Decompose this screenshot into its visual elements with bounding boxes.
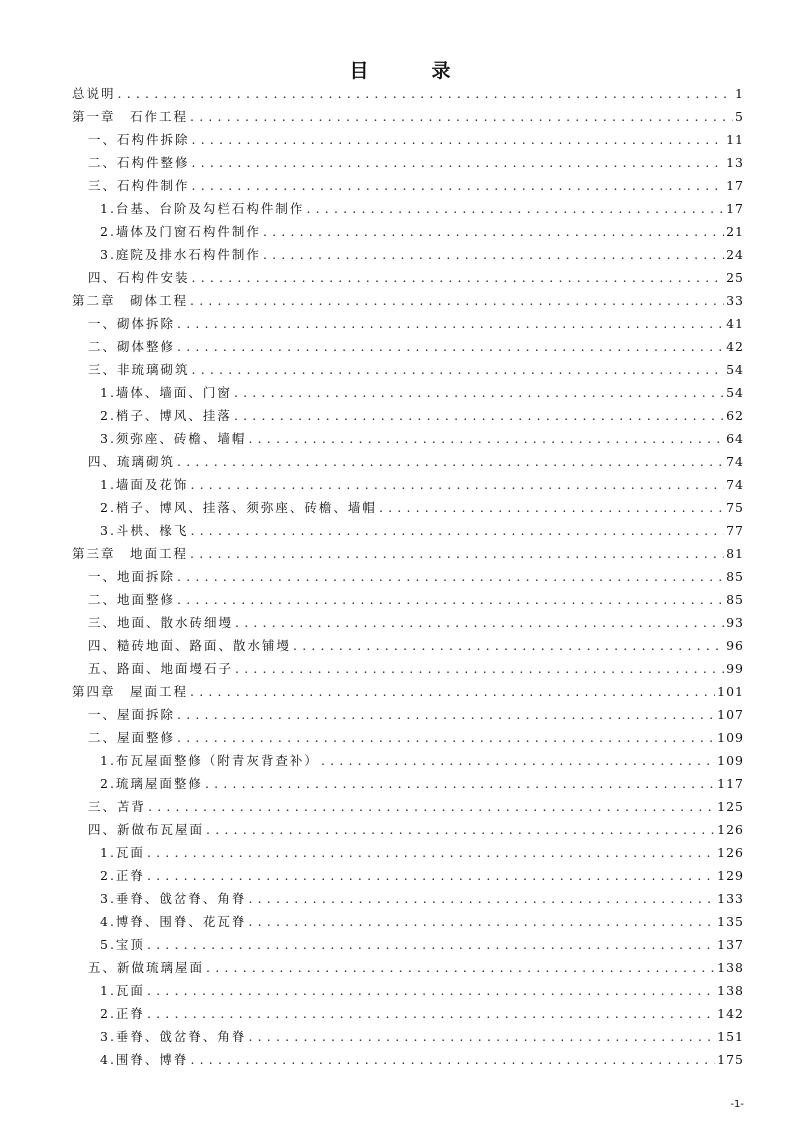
toc-entry[interactable] [72, 197, 744, 220]
toc-entry-page: 117 [717, 776, 744, 791]
toc-entry[interactable] [72, 979, 744, 1002]
toc-entry-title: 三、苫背 [88, 799, 147, 814]
toc-entry-title: 2.梢子、博风、挂落、须弥座、砖檐、墙帽 [100, 500, 377, 515]
toc-entry-page: 137 [717, 937, 744, 952]
toc-entry[interactable] [72, 611, 744, 634]
toc-entry-page: 74 [726, 454, 744, 469]
toc-entry-page: 21 [726, 224, 744, 239]
toc-entry-title: 二、石构件整修 [88, 155, 190, 170]
toc-entry[interactable] [72, 910, 744, 933]
toc-entry-page: 175 [717, 1052, 744, 1067]
toc-entry-title: 第一章 石作工程 [72, 109, 189, 124]
toc-entry-page: 85 [726, 592, 744, 607]
toc-entry-page: 151 [717, 1029, 744, 1044]
toc-dot-leader [175, 703, 715, 726]
toc-dot-leader [145, 864, 715, 887]
toc-entry[interactable] [72, 335, 744, 358]
footer-page-number: -1- [730, 1099, 744, 1110]
toc-dot-leader [175, 565, 724, 588]
toc-entry-title: 2.琉璃屋面整修 [100, 776, 203, 791]
toc-dot-leader [304, 197, 724, 220]
toc-entry[interactable] [72, 680, 744, 703]
toc-entry[interactable] [72, 818, 744, 841]
toc-entry-title: 二、砌体整修 [88, 339, 176, 354]
toc-dot-leader [204, 818, 715, 841]
toc-entry-title: 1.墙体、墙面、门窗 [100, 385, 232, 400]
toc-entry[interactable] [72, 772, 744, 795]
toc-dot-leader [204, 956, 715, 979]
toc-dot-leader [377, 496, 724, 519]
toc-entry-page: 62 [726, 408, 744, 423]
toc-entry-page: 109 [717, 730, 744, 745]
toc-entry[interactable] [72, 634, 744, 657]
toc-entry[interactable] [72, 473, 744, 496]
toc-entry-title: 四、糙砖地面、路面、散水铺墁 [88, 638, 292, 653]
toc-entry[interactable] [72, 358, 744, 381]
toc-entry-title: 一、屋面拆除 [88, 707, 176, 722]
toc-entry-title: 四、石构件安装 [88, 270, 190, 285]
toc-entry-title: 2.正脊 [100, 1006, 145, 1021]
toc-entry-page: 138 [717, 960, 744, 975]
toc-entry-title: 总说明 [72, 86, 116, 101]
toc-entry-page: 41 [726, 316, 744, 331]
toc-entry-page: 17 [726, 201, 744, 216]
toc-dot-leader [145, 979, 715, 1002]
toc-entry[interactable] [72, 519, 744, 542]
toc-entry-page: 77 [726, 523, 744, 538]
toc-entry-title: 1.台基、台阶及勾栏石构件制作 [100, 201, 305, 216]
toc-dot-leader [146, 795, 715, 818]
toc-entry-title: 五、路面、地面墁石子 [88, 661, 234, 676]
toc-entry-page: 54 [726, 362, 744, 377]
toc-entry-page: 133 [717, 891, 744, 906]
toc-entry[interactable] [72, 381, 744, 404]
toc-entry-page: 33 [726, 293, 744, 308]
toc-entry-page: 64 [726, 431, 744, 446]
toc-entry-title: 3.庭院及排水石构件制作 [100, 247, 261, 262]
toc-entry-title: 三、石构件制作 [88, 178, 190, 193]
toc-entry[interactable] [72, 1025, 744, 1048]
toc-entry[interactable] [72, 496, 744, 519]
toc-entry-page: 81 [726, 546, 744, 561]
toc-entry-page: 1 [735, 86, 744, 101]
toc-entry-title: 第四章 屋面工程 [72, 684, 189, 699]
toc-entry-page: 129 [717, 868, 744, 883]
toc-entry-page: 24 [726, 247, 744, 262]
toc-dot-leader [175, 726, 715, 749]
toc-dot-leader [188, 473, 724, 496]
toc-entry-title: 一、石构件拆除 [88, 132, 190, 147]
toc-entry-title: 1.瓦面 [100, 845, 145, 860]
toc-entry-page: 135 [717, 914, 744, 929]
toc-entry-page: 109 [717, 753, 744, 768]
toc-entry[interactable] [72, 404, 744, 427]
toc-dot-leader [261, 220, 724, 243]
toc-dot-leader [175, 450, 724, 473]
toc-entry-title: 3.斗栱、椽飞 [100, 523, 189, 538]
toc-entry-page: 126 [717, 822, 744, 837]
toc-dot-leader [203, 772, 715, 795]
toc-entry-title: 5.宝顶 [100, 937, 145, 952]
toc-dot-leader [116, 82, 734, 105]
toc-dot-leader [190, 358, 725, 381]
toc-entry[interactable] [72, 933, 744, 956]
toc-entry-page: 138 [717, 983, 744, 998]
toc-dot-leader [190, 266, 725, 289]
toc-entry-title: 2.梢子、博风、挂落 [100, 408, 232, 423]
toc-entry-title: 一、地面拆除 [88, 569, 176, 584]
toc-dot-leader [233, 657, 724, 680]
toc-entry[interactable] [72, 174, 744, 197]
toc-dot-leader [188, 289, 724, 312]
toc-entry-title: 二、屋面整修 [88, 730, 176, 745]
toc-entry-title: 4.博脊、围脊、花瓦脊 [100, 914, 247, 929]
toc-entry[interactable] [72, 450, 744, 473]
toc-entry[interactable] [72, 220, 744, 243]
toc-dot-leader [188, 519, 724, 542]
toc-dot-leader [188, 680, 715, 703]
toc-entry[interactable] [72, 289, 744, 312]
toc-entry-title: 1.墙面及花饰 [100, 477, 189, 492]
toc-entry[interactable] [72, 726, 744, 749]
toc-entry-title: 2.墙体及门窗石构件制作 [100, 224, 261, 239]
toc-entry[interactable] [72, 1048, 744, 1071]
toc-entry[interactable] [72, 266, 744, 289]
toc-entry-title: 4.围脊、博脊 [100, 1052, 189, 1067]
toc-entry-page: 142 [717, 1006, 744, 1021]
toc-dot-leader [190, 151, 725, 174]
toc-dot-leader [232, 404, 724, 427]
toc-dot-leader [261, 243, 724, 266]
toc-entry[interactable] [72, 243, 744, 266]
toc-dot-leader [175, 588, 724, 611]
toc-entry-title: 一、砌体拆除 [88, 316, 176, 331]
toc-entry[interactable] [72, 151, 744, 174]
toc-entry-page: 93 [726, 615, 744, 630]
toc-dot-leader [190, 174, 725, 197]
toc-entry-page: 17 [726, 178, 744, 193]
toc-entry[interactable] [72, 841, 744, 864]
table-of-contents [72, 82, 744, 1071]
toc-entry[interactable] [72, 128, 744, 151]
toc-dot-leader [246, 887, 715, 910]
toc-entry[interactable] [72, 427, 744, 450]
toc-entry[interactable] [72, 956, 744, 979]
toc-entry[interactable] [72, 795, 744, 818]
toc-entry[interactable] [72, 703, 744, 726]
toc-dot-leader [246, 1025, 715, 1048]
toc-entry-page: 25 [726, 270, 744, 285]
toc-entry-title: 三、地面、散水砖细墁 [88, 615, 234, 630]
toc-entry-page: 11 [726, 132, 744, 147]
toc-entry-title: 四、新做布瓦屋面 [88, 822, 205, 837]
toc-dot-leader [145, 933, 715, 956]
toc-entry-page: 96 [726, 638, 744, 653]
toc-entry-title: 第三章 地面工程 [72, 546, 189, 561]
toc-entry[interactable] [72, 749, 744, 772]
toc-entry-page: 54 [726, 385, 744, 400]
toc-dot-leader [188, 105, 733, 128]
toc-entry-title: 第二章 砌体工程 [72, 293, 189, 308]
toc-entry[interactable] [72, 82, 744, 105]
toc-dot-leader [246, 427, 724, 450]
toc-entry-title: 3.垂脊、戗岔脊、角脊 [100, 1029, 247, 1044]
toc-entry[interactable] [72, 864, 744, 887]
toc-entry-page: 101 [717, 684, 744, 699]
toc-entry-page: 74 [726, 477, 744, 492]
toc-dot-leader [246, 910, 715, 933]
toc-entry[interactable] [72, 588, 744, 611]
toc-entry[interactable] [72, 542, 744, 565]
toc-entry[interactable] [72, 657, 744, 680]
toc-dot-leader [188, 542, 724, 565]
toc-dot-leader [145, 1002, 715, 1025]
toc-entry-title: 1.瓦面 [100, 983, 145, 998]
toc-entry-title: 四、琉璃砌筑 [88, 454, 176, 469]
toc-entry[interactable] [72, 312, 744, 335]
toc-entry[interactable] [72, 887, 744, 910]
toc-entry-page: 125 [717, 799, 744, 814]
toc-entry-page: 5 [735, 109, 744, 124]
toc-entry-title: 1.布瓦屋面整修（附青灰背查补） [100, 753, 319, 768]
toc-dot-leader [190, 128, 725, 151]
toc-dot-leader [232, 381, 724, 404]
page-title: 目 录 [349, 60, 473, 82]
toc-entry-page: 126 [717, 845, 744, 860]
toc-entry-page: 107 [717, 707, 744, 722]
toc-dot-leader [319, 749, 715, 772]
toc-dot-leader [175, 335, 724, 358]
toc-dot-leader [145, 841, 715, 864]
toc-entry-title: 二、地面整修 [88, 592, 176, 607]
toc-entry-page: 42 [726, 339, 744, 354]
toc-entry[interactable] [72, 565, 744, 588]
toc-entry-title: 三、非琉璃砌筑 [88, 362, 190, 377]
toc-entry-title: 2.正脊 [100, 868, 145, 883]
toc-entry-page: 13 [726, 155, 744, 170]
toc-entry[interactable] [72, 105, 744, 128]
toc-dot-leader [291, 634, 724, 657]
toc-dot-leader [188, 1048, 715, 1071]
toc-dot-leader [233, 611, 724, 634]
toc-entry-title: 五、新做琉璃屋面 [88, 960, 205, 975]
toc-entry-title: 3.垂脊、戗岔脊、角脊 [100, 891, 247, 906]
toc-dot-leader [175, 312, 724, 335]
toc-entry-page: 75 [726, 500, 744, 515]
toc-entry-page: 99 [726, 661, 744, 676]
toc-entry-page: 85 [726, 569, 744, 584]
toc-entry[interactable] [72, 1002, 744, 1025]
toc-entry-title: 3.须弥座、砖檐、墙帽 [100, 431, 247, 446]
